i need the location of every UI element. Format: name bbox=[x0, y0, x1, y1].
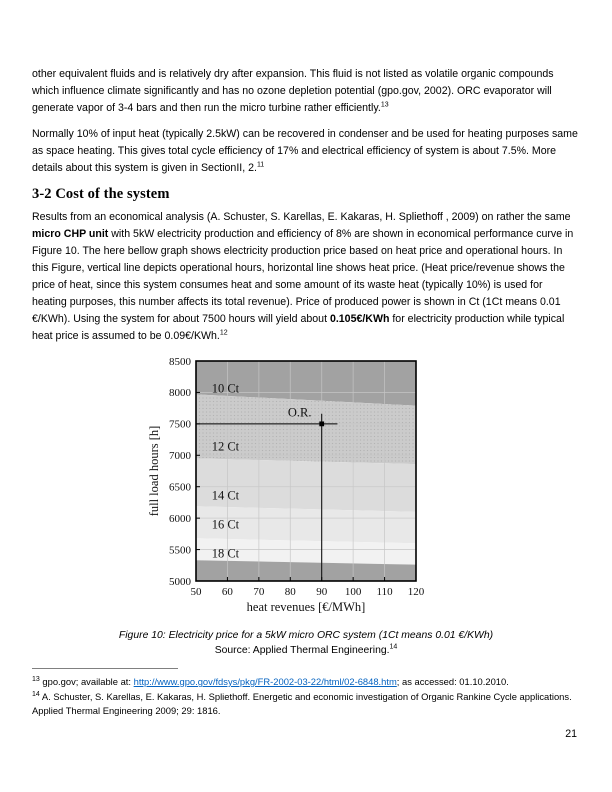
svg-text:8000: 8000 bbox=[169, 387, 191, 400]
svg-text:80: 80 bbox=[284, 586, 296, 598]
footnote-ref-13: 13 bbox=[380, 101, 389, 109]
svg-text:110: 110 bbox=[376, 586, 393, 598]
footnote-number-14: 14 bbox=[32, 690, 40, 698]
footnote-ref-12: 12 bbox=[219, 329, 228, 337]
figure-10 bbox=[146, 355, 580, 622]
footnote-text: ; as accessed: 01.10.2010. bbox=[396, 676, 509, 687]
footnote-ref-14: 14 bbox=[389, 643, 398, 651]
svg-text:heat revenues [€/MWh]: heat revenues [€/MWh] bbox=[246, 600, 366, 614]
footnote-text: A. Schuster, S. Karellas, E. Kakaras, H. Spliethoff. Energetic and economic investigation of Organic Rankine Cycle applications. Applied Thermal Engineering 2009; 29: 1816. bbox=[32, 690, 572, 716]
bold-micro-chp-unit: micro CHP unit bbox=[32, 228, 109, 240]
svg-text:60: 60 bbox=[221, 586, 233, 598]
svg-text:18 Ct: 18 Ct bbox=[211, 546, 240, 561]
svg-text:16 Ct: 16 Ct bbox=[211, 517, 240, 532]
footnote-text: gpo.gov; available at: bbox=[39, 676, 134, 687]
svg-text:50: 50 bbox=[190, 586, 202, 598]
paragraph-text: Normally 10% of input heat (typically 2.5kW) can be recovered in condenser and be used for heating purposes same as space heating. This gives total cycle efficiency of 17% and electrical efficiency of system is about 7.5%. More details about this system is given in SectionII, 2. bbox=[32, 128, 578, 174]
footnote-separator bbox=[32, 668, 178, 669]
figure-source bbox=[32, 643, 580, 658]
svg-text:10 Ct: 10 Ct bbox=[211, 381, 240, 396]
figure-10-chart bbox=[146, 355, 438, 617]
footnotes-block bbox=[32, 668, 580, 719]
svg-text:5500: 5500 bbox=[169, 544, 191, 557]
figure-caption: Figure 10: Electricity price for a 5kW micro ORC system (1Ct means 0.01 €/KWh) bbox=[118, 630, 494, 641]
section-heading: 3-2 Cost of the system bbox=[32, 186, 170, 202]
paragraph-text: Results from an economical analysis (A. Schuster, S. Karellas, E. Kakaras, H. Spliethoff , 2009) on rather the same bbox=[32, 211, 571, 223]
svg-text:full load hours [h]: full load hours [h] bbox=[147, 425, 161, 517]
footnote-13 bbox=[32, 675, 580, 690]
svg-text:7500: 7500 bbox=[169, 418, 191, 431]
svg-text:8500: 8500 bbox=[169, 355, 191, 368]
svg-text:7000: 7000 bbox=[169, 450, 191, 463]
gpo-gov-link[interactable]: http://www.gpo.gov/fdsys/pkg/FR-2002-03-22/html/02-6848.htm bbox=[133, 676, 397, 687]
paragraph-text: for electricity production while typical heat price is assumed to be 0.09€/KWh. bbox=[32, 313, 565, 342]
svg-text:100: 100 bbox=[344, 586, 362, 598]
svg-text:O.R.: O.R. bbox=[287, 405, 312, 420]
paragraph-heat-recovery bbox=[32, 126, 580, 177]
bold-price-value: 0.105€/KWh bbox=[329, 313, 390, 325]
footnote-number-13: 13 bbox=[32, 675, 40, 683]
paragraph-fluid-properties bbox=[32, 66, 580, 117]
svg-text:5000: 5000 bbox=[169, 575, 191, 588]
svg-text:12 Ct: 12 Ct bbox=[211, 439, 240, 454]
svg-text:6500: 6500 bbox=[169, 481, 191, 494]
paragraph-cost-analysis bbox=[32, 209, 580, 345]
page-number: 21 bbox=[565, 728, 577, 740]
footnote-14 bbox=[32, 690, 580, 719]
figure-source-text: Source: Applied Thermal Engineering. bbox=[214, 645, 390, 656]
svg-text:90: 90 bbox=[316, 586, 328, 598]
svg-text:14 Ct: 14 Ct bbox=[211, 488, 240, 503]
main-text-column bbox=[32, 66, 580, 658]
svg-text:120: 120 bbox=[407, 586, 425, 598]
paragraph-text: with 5kW electricity production and efficiency of 8% are shown in economical performance curve in Figure 10. The here bellow graph shows electricity production price based on heat price and operational hours. In this Figure, vertical line depicts operational hours, horizontal line shows heat price. (Heat price/revenue shows the price of heat, since this system consumes heat and some amount of its waste heat (typically 10%) is used for heating purposes, this number affects its total revenue). Price of produced power is shown in Ct (1Ct means 0.01 €/KWh). Using the system for about 7500 hours will yield about bbox=[32, 228, 574, 325]
paragraph-text: other equivalent fluids and is relatively dry after expansion. This fluid is not listed as volatile organic compounds which influence climate significantly and has no ozone depletion potential (gpo.gov, 2002). ORC evaporator will generate vapor of 3-4 bars and then run the micro turbine rather efficiently. bbox=[32, 68, 554, 114]
svg-text:6000: 6000 bbox=[169, 512, 191, 525]
footnote-ref-11: 11 bbox=[256, 161, 265, 169]
svg-text:70: 70 bbox=[253, 586, 265, 598]
